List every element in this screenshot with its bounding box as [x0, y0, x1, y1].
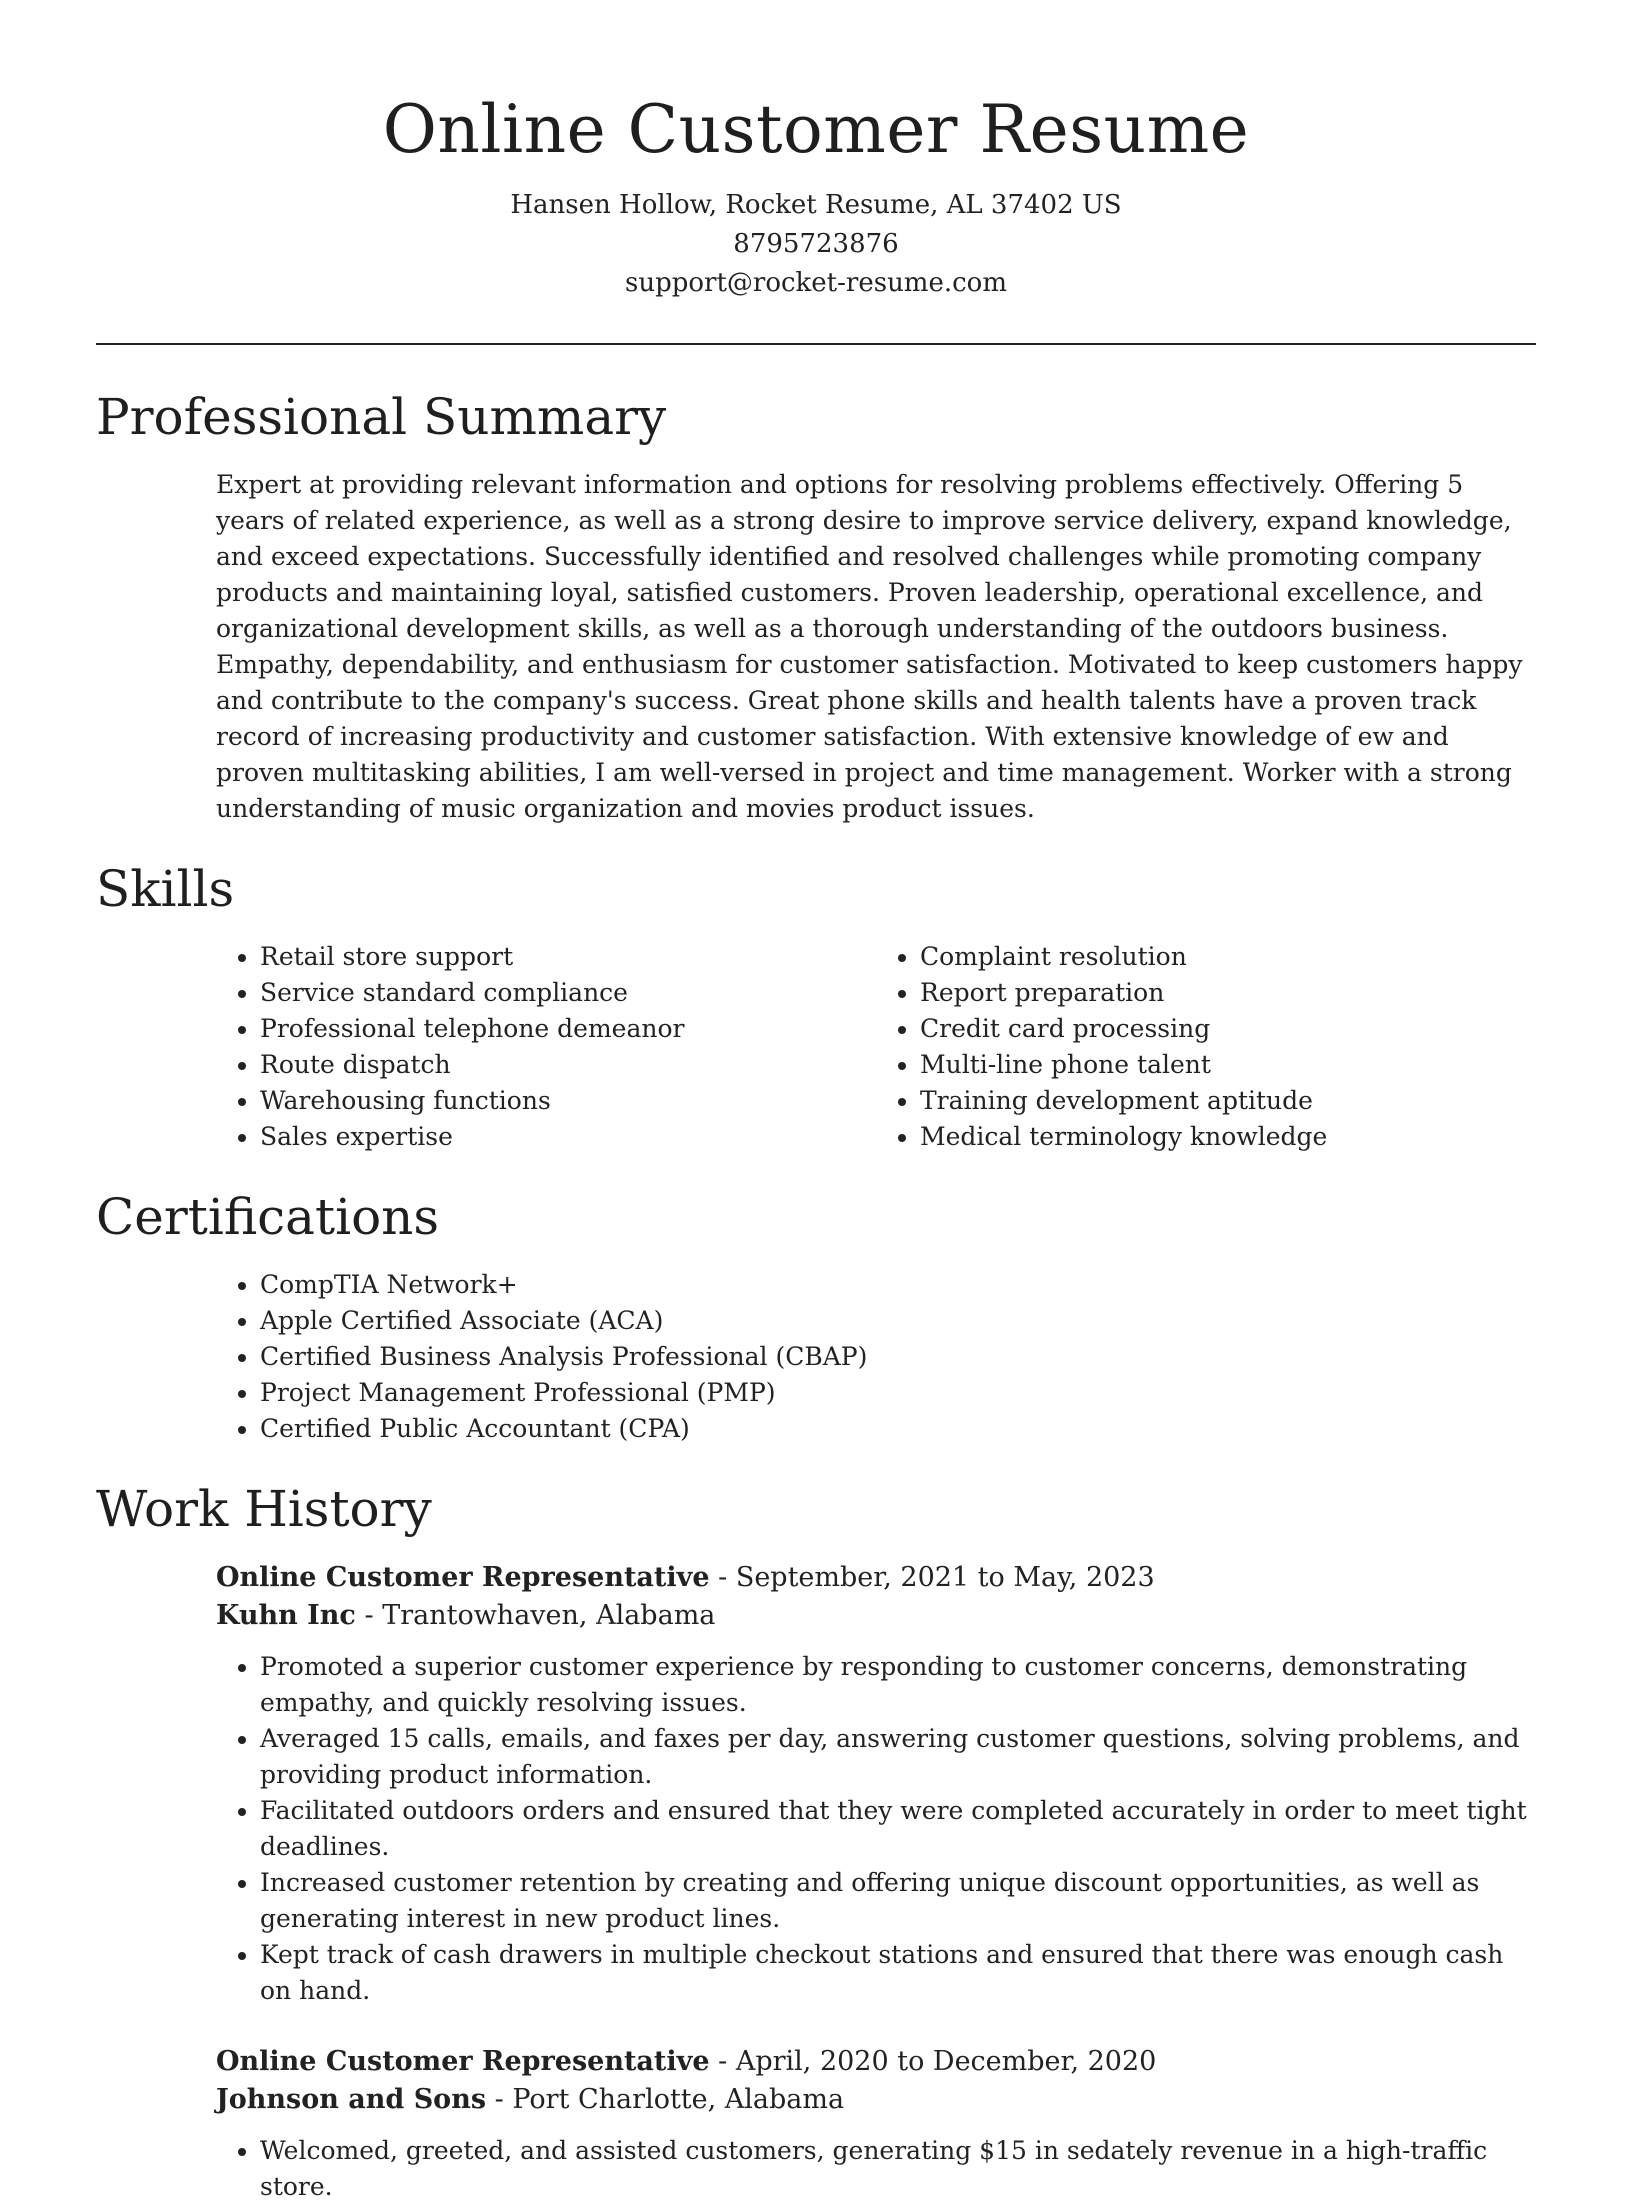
job-company-line: Johnson and Sons - Port Charlotte, Alabama — [216, 2084, 845, 2115]
job-title-line: Online Customer Representative - September, 2021 to May, 2023 — [216, 1562, 1155, 1593]
certifications-section — [96, 1185, 1536, 1447]
skill-item: • Report preparation — [920, 975, 1536, 1011]
job-company-line: Kuhn Inc - Trantowhaven, Alabama — [216, 1600, 716, 1631]
job-bullet: • Kept track of cash drawers in multiple checkout stations and ensured that there was enough cash on hand. — [260, 1937, 1536, 2009]
skill-item: • Warehousing functions — [260, 1083, 876, 1119]
skill-item: • Route dispatch — [260, 1047, 876, 1083]
skills-section — [96, 857, 1536, 1155]
job-location: Trantowhaven, Alabama — [382, 1600, 716, 1631]
summary-section — [96, 385, 1536, 827]
job-title-line: Online Customer Representative - April, 2020 to December, 2020 — [216, 2046, 1157, 2077]
summary-title: Professional Summary — [96, 388, 667, 446]
certification-item: • Project Management Professional (PMP) — [260, 1375, 1536, 1411]
skill-item: • Training development aptitude — [920, 1083, 1536, 1119]
job-bullet: • Facilitated outdoors orders and ensured that they were completed accurately in order to meet tight deadlines. — [260, 1793, 1536, 1865]
job-bullet: • Welcomed, greeted, and assisted customers, generating $15 in sedately revenue in a high-traffic store. — [260, 2133, 1536, 2205]
skill-item: • Sales expertise — [260, 1119, 876, 1155]
skill-item: • Complaint resolution — [920, 939, 1536, 975]
header-divider — [96, 343, 1536, 345]
job-role: Online Customer Representative — [216, 1562, 710, 1593]
skill-item: • Medical terminology knowledge — [920, 1119, 1536, 1155]
skill-item: • Multi-line phone talent — [920, 1047, 1536, 1083]
skill-item: • Retail store support — [260, 939, 876, 975]
skill-item: • Credit card processing — [920, 1011, 1536, 1047]
skill-item: • Professional telephone demeanor — [260, 1011, 876, 1047]
work-history-section — [96, 1477, 1536, 2205]
job-bullet: • Averaged 15 calls, emails, and faxes per day, answering customer questions, solving problems, and providing product information. — [260, 1721, 1536, 1793]
resume-name: Online Customer Resume — [382, 91, 1250, 168]
job-bullets — [216, 2133, 1536, 2205]
job-entry — [216, 2043, 1536, 2205]
certification-item: • Apple Certified Associate (ACA) — [260, 1303, 1536, 1339]
email: support@rocket-resume.com — [624, 268, 1007, 298]
work-history-title: Work History — [96, 1480, 432, 1538]
job-bullets — [216, 1649, 1536, 2009]
skills-list-left — [216, 939, 876, 1155]
job-location: Port Charlotte, Alabama — [512, 2084, 845, 2115]
summary-text: Expert at providing relevant information and options for resolving problems effectively. Offering 5 years of related experience, as well as a strong desire to improve service delivery, expand knowledge, and exceed expectations. Successfully identified and resolved challenges while promoting company products and maintaining loyal, satisfied customers. Proven leadership, operational excellence, and organizational development skills, as well as a thorough understanding of the outdoors business. Empathy, dependability, and enthusiasm for customer satisfaction. Motivated to keep customers happy and contribute to the company's success. Great phone skills and health talents have a proven track record of increasing productivity and customer satisfaction. With extensive knowledge of ew and proven multitasking abilities, I am well-versed in project and time management. Worker with a strong understanding of music organization and movies product issues. — [216, 470, 1523, 823]
skills-title: Skills — [96, 860, 235, 918]
job-bullet: • Promoted a superior customer experience by responding to customer concerns, demonstrating empathy, and quickly resolving issues. — [260, 1649, 1536, 1721]
job-bullet: • Increased customer retention by creating and offering unique discount opportunities, as well as generating interest in new product lines. — [260, 1865, 1536, 1937]
certifications-list — [216, 1267, 1536, 1447]
contact-info — [96, 186, 1536, 303]
skills-list-right — [876, 939, 1536, 1155]
job-company: Johnson and Sons — [216, 2084, 487, 2115]
resume-page — [96, 0, 1536, 2205]
certification-item: • Certified Business Analysis Professional (CBAP) — [260, 1339, 1536, 1375]
address: Hansen Hollow, Rocket Resume, AL 37402 US — [510, 190, 1122, 220]
job-dates: April, 2020 to December, 2020 — [735, 2046, 1157, 2077]
skill-item: • Service standard compliance — [260, 975, 876, 1011]
resume-header — [96, 0, 1536, 303]
job-entry — [216, 1559, 1536, 2009]
job-company: Kuhn Inc — [216, 1600, 356, 1631]
certifications-title: Certifications — [96, 1188, 440, 1246]
certification-item: • CompTIA Network+ — [260, 1267, 1536, 1303]
job-dates: September, 2021 to May, 2023 — [735, 1562, 1155, 1593]
job-role: Online Customer Representative — [216, 2046, 710, 2077]
certification-item: • Certified Public Accountant (CPA) — [260, 1411, 1536, 1447]
phone: 8795723876 — [733, 229, 899, 259]
